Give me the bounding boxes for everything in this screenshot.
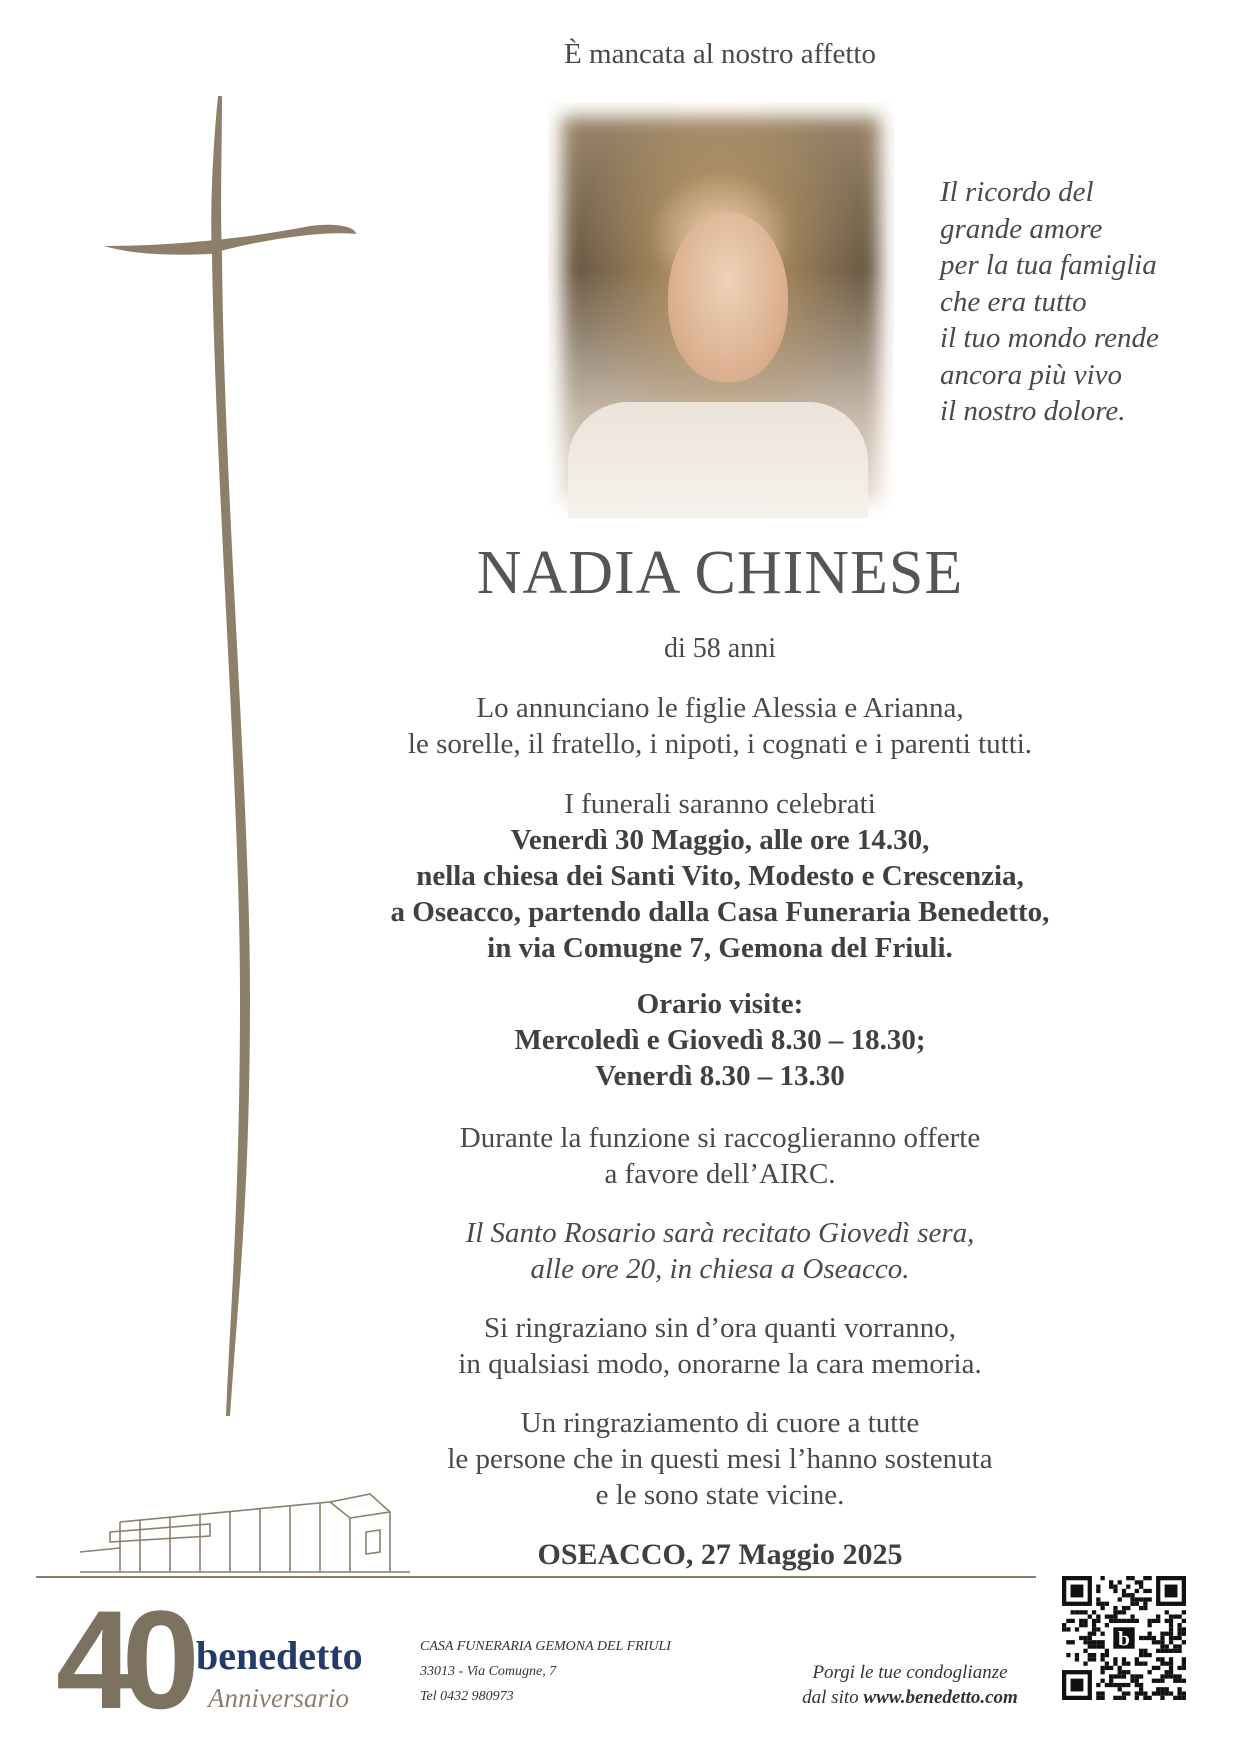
poem-line: il tuo mondo rende xyxy=(940,322,1159,354)
portrait-shirt xyxy=(568,402,868,518)
condolences-line-2 xyxy=(760,1685,1060,1710)
intro-text: È mancata al nostro affetto xyxy=(564,38,876,70)
logo-brand: benedetto xyxy=(196,1633,363,1678)
thanks-line: in qualsiasi modo, onorarne la cara memoria. xyxy=(458,1348,982,1380)
announcement xyxy=(330,690,1110,762)
funeral-intro: I funerali saranno celebrati xyxy=(564,788,876,820)
condolences-line: Porgi le tue condoglianze xyxy=(812,1662,1008,1683)
announcement-line: le sorelle, il fratello, i nipoti, i cognati e i parenti tutti. xyxy=(407,728,1033,760)
poem-line: per la tua famiglia xyxy=(940,249,1157,281)
offerings-line: Durante la funzione si raccoglieranno offerte xyxy=(459,1122,981,1154)
visiting-hours-line: Venerdì 8.30 – 13.30 xyxy=(595,1060,845,1092)
funeral-line: in via Comugne 7, Gemona del Friuli. xyxy=(487,932,953,964)
funeral-details xyxy=(330,786,1110,966)
website-link[interactable]: www.benedetto.com xyxy=(863,1687,1018,1708)
poem-line: che era tutto xyxy=(940,285,1087,318)
gratitude-line: le persone che in questi mesi l’hanno sostenuta xyxy=(447,1443,993,1475)
gratitude-note xyxy=(330,1405,1110,1513)
qr-code-icon[interactable] xyxy=(1062,1576,1186,1700)
offerings-note xyxy=(330,1120,1110,1192)
thanks-note xyxy=(330,1310,1110,1382)
gratitude-line: e le sono state vicine. xyxy=(595,1479,845,1511)
company-name: CASA FUNERARIA GEMONA DEL FRIULI xyxy=(420,1639,671,1654)
logo-number: 40 xyxy=(56,1581,188,1738)
visiting-hours-title: Orario visite: xyxy=(636,988,804,1020)
gratitude-line: Un ringraziamento di cuore a tutte xyxy=(520,1407,920,1439)
rosary-line: Il Santo Rosario sarà recitato Giovedì sera, xyxy=(465,1217,975,1249)
funeral-line: a Oseacco, partendo dalla Casa Funeraria Benedetto, xyxy=(390,896,1050,928)
company-info xyxy=(420,1634,740,1709)
age-text: di 58 anni xyxy=(664,633,776,664)
poem-line: Il ricordo del xyxy=(940,176,1094,208)
logo-subtitle: Anniversario xyxy=(208,1683,349,1713)
visiting-hours-line: Mercoledì e Giovedì 8.30 – 18.30; xyxy=(514,1024,926,1056)
benedetto-logo xyxy=(56,1580,406,1740)
funeral-line: nella chiesa dei Santi Vito, Modesto e Crescenzia, xyxy=(416,860,1024,892)
poem-line: il nostro dolore. xyxy=(940,395,1126,427)
company-phone: Tel 0432 980973 xyxy=(420,1689,514,1704)
offerings-line: a favore dell’AIRC. xyxy=(604,1158,836,1190)
building-icon xyxy=(80,1462,410,1582)
announcement-line: Lo annunciano le figlie Alessia e Arianna, xyxy=(476,692,964,724)
condolences-prefix: dal sito xyxy=(802,1687,864,1708)
cross-icon xyxy=(100,96,360,1416)
condolences-note xyxy=(760,1660,1060,1710)
footer-divider xyxy=(36,1576,1036,1578)
poem-line: ancora più vivo xyxy=(940,358,1123,391)
deceased-name: NADIA CHINESE xyxy=(476,539,964,607)
visiting-hours xyxy=(330,986,1110,1094)
funeral-line: Venerdì 30 Maggio, alle ore 14.30, xyxy=(510,824,930,856)
poem xyxy=(940,174,1230,430)
qr-logo-glyph: b xyxy=(1118,1626,1130,1651)
rosary-line: alle ore 20, in chiesa a Oseacco. xyxy=(530,1253,910,1285)
portrait-face xyxy=(668,212,788,382)
place-date: OSEACCO, 27 Maggio 2025 xyxy=(537,1538,903,1571)
portrait-photo xyxy=(548,102,894,518)
company-address: 33013 - Via Comugne, 7 xyxy=(420,1664,557,1679)
thanks-line: Si ringraziano sin d’ora quanti vorranno, xyxy=(484,1312,956,1344)
rosary-note xyxy=(330,1215,1110,1287)
poem-line: grande amore xyxy=(940,212,1103,245)
